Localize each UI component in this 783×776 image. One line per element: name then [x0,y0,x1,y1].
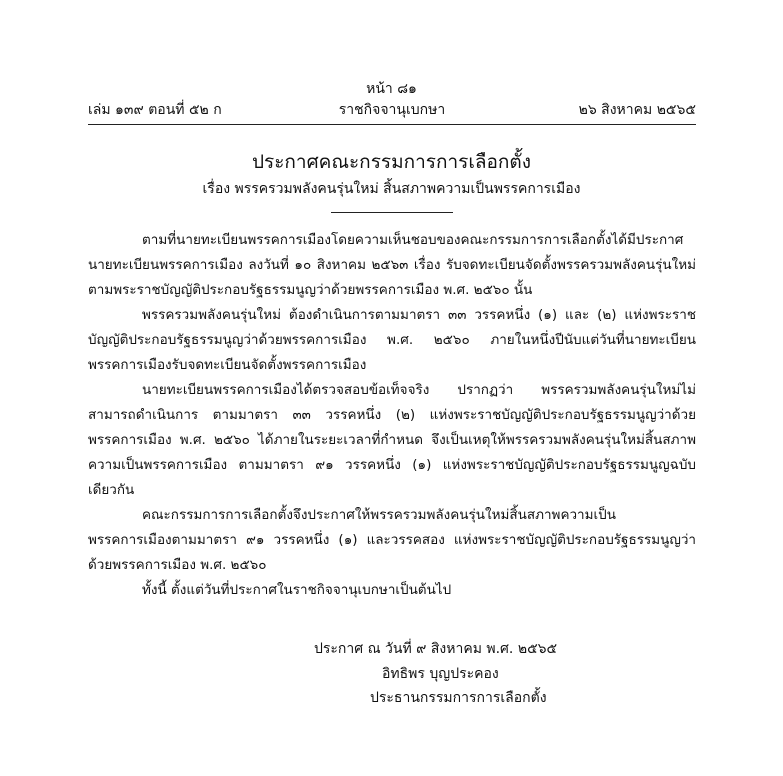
gazette-header [88,99,696,121]
announcement-subject: เรื่อง พรรครวมพลังคนรุ่นใหม่ สิ้นสภาพความเป็นพรรคการเมือง [202,181,581,197]
volume-issue: เล่ม ๑๓๙ ตอนที่ ๕๒ ก [88,102,222,118]
publication-name: ราชกิจจานุเบกษา [338,102,446,118]
signatory-position: ประธานกรรมการการเลือกตั้ง [370,690,547,706]
page-number: หน้า ๘๑ [366,81,417,97]
paragraph: คณะกรรมการการเลือกตั้งจึงประกาศให้พรรครวมพลังคนรุ่นใหม่สิ้นสภาพความเป็นพรรคการเมืองตามมาตรา ๙๑ วรรคหนึ่ง (๑) และวรรคสอง แห่งพระราชบัญญัติประกอบรัฐธรรมนูญว่าด้วยพรรคการเมือง พ.ศ. ๒๕๖๐ [88,507,696,573]
paragraph: ทั้งนี้ ตั้งแต่วันที่ประกาศในราชกิจจานุเบกษาเป็นต้นไป [142,582,452,598]
announcement-date: ประกาศ ณ วันที่ ๙ สิงหาคม พ.ศ. ๒๕๖๕ [314,641,558,657]
signature-block [300,637,630,711]
paragraph: นายทะเบียนพรรคการเมืองได้ตรวจสอบข้อเท็จจริง ปรากฏว่า พรรครวมพลังคนรุ่นใหม่ไม่สามารถดำเนินการ ตามมาตรา ๓๓ วรรคหนึ่ง (๒) แห่งพระราชบัญญัติประกอบรัฐธรรมนูญว่าด้วยพรรคการเมือง พ.ศ. ๒๕๖๐ ได้ภายในระยะเวลาที่กำหนด จึงเป็นเหตุให้พรรครวมพลังคนรุ่นใหม่สิ้นสภาพความเป็นพรรคการเมือง ตามมาตรา ๙๑ วรรคหนึ่ง (๑) แห่งพระราชบัญญัติประกอบรัฐธรรมนูญฉบับเดียวกัน [88,382,696,498]
announcement-title: ประกาศคณะกรรมการการเลือกตั้ง [251,151,532,173]
header-divider [88,124,696,125]
publication-date: ๒๖ สิงหาคม ๒๕๖๕ [578,102,696,118]
title-divider [331,212,453,213]
announcement-body [88,228,696,603]
signatory-name: อิทธิพร บุญประคอง [382,665,499,682]
paragraph: พรรครวมพลังคนรุ่นใหม่ ต้องดำเนินการตามมาตรา ๓๓ วรรคหนึ่ง (๑) และ (๒) แห่งพระราชบัญญัติประกอบรัฐธรรมนูญว่าด้วยพรรคการเมือง พ.ศ. ๒๕๖๐ ภายในหนึ่งปีนับแต่วันที่นายทะเบียนพรรคการเมืองรับจดทะเบียนจัดตั้งพรรคการเมือง [88,307,696,373]
paragraph: ตามที่นายทะเบียนพรรคการเมืองโดยความเห็นชอบของคณะกรรมการการเลือกตั้งได้มีประกาศนายทะเบียนพรรคการเมือง ลงวันที่ ๑๐ สิงหาคม ๒๕๖๓ เรื่อง รับจดทะเบียนจัดตั้งพรรครวมพลังคนรุ่นใหม่ ตามพระราชบัญญัติประกอบรัฐธรรมนูญว่าด้วยพรรคการเมือง พ.ศ. ๒๕๖๐ นั้น [88,232,696,298]
